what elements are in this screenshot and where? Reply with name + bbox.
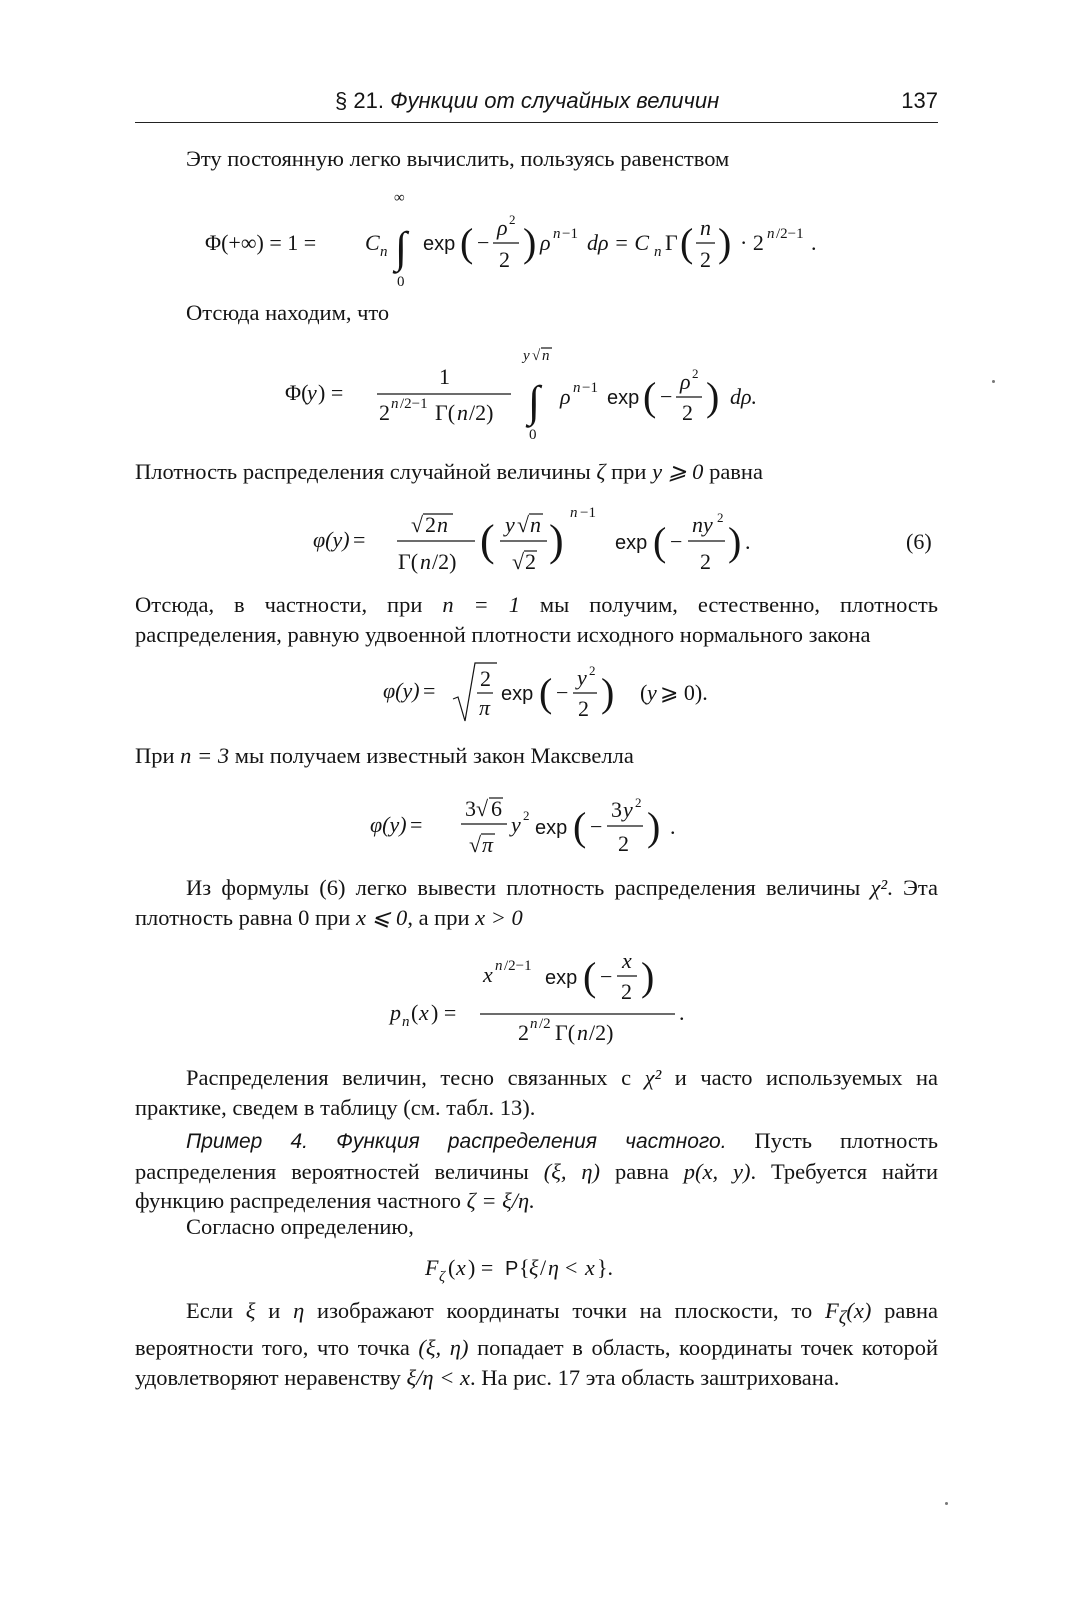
math-xi-eta: (ξ, η)	[543, 1158, 601, 1184]
svg-text:(: (	[680, 220, 694, 265]
p10-text-f: . На рис. 17 эта область заштрихована.	[470, 1364, 840, 1390]
svg-text:−: −	[660, 384, 673, 409]
svg-text:/: /	[540, 1255, 547, 1280]
svg-text:Γ: Γ	[665, 230, 678, 255]
svg-text:0: 0	[529, 427, 537, 443]
svg-text:n: n	[530, 512, 541, 537]
svg-text:exp: exp	[423, 233, 456, 255]
scan-speck	[945, 1502, 948, 1505]
svg-text:x: x	[483, 962, 493, 987]
svg-text:2: 2	[499, 247, 510, 272]
svg-text:}.: }.	[597, 1255, 614, 1280]
svg-text:η: η	[548, 1255, 559, 1280]
svg-text:ρ: ρ	[540, 230, 551, 255]
p3-text-b: при	[605, 459, 653, 484]
equation-label-6: (6)	[906, 529, 932, 554]
svg-text:ρ: ρ	[680, 369, 691, 394]
svg-text:2: 2	[509, 212, 516, 227]
formula-cdf-svg	[135, 340, 938, 450]
svg-text:Φ(: Φ(	[285, 380, 309, 405]
svg-text:=: =	[423, 678, 436, 703]
svg-text:n: n	[495, 958, 503, 974]
svg-text:2: 2	[692, 366, 699, 381]
math-zeta-def: ζ = ξ/η.	[466, 1188, 535, 1213]
p10-text-b: и	[255, 1298, 294, 1323]
svg-text:⩾ 0).: ⩾ 0).	[660, 680, 708, 705]
svg-text:): )	[647, 804, 661, 849]
svg-text:n: n	[437, 512, 448, 537]
svg-text:2: 2	[700, 549, 711, 574]
svg-text:<: <	[565, 1255, 578, 1280]
math-F-sub-zeta: ζ	[838, 1307, 847, 1329]
svg-text:Γ(: Γ(	[398, 549, 419, 574]
formula-cdf	[135, 340, 938, 450]
example-heading: Пример 4. Функция распределения частного.	[186, 1130, 727, 1153]
svg-text:∫: ∫	[395, 223, 408, 272]
svg-text:√: √	[517, 512, 530, 537]
svg-text:y: y	[647, 680, 657, 705]
p5-text-b: мы получаем известный закон Максвелла	[229, 743, 634, 768]
svg-text:.: .	[811, 230, 817, 255]
math-p-xy: p(x, y)	[683, 1158, 751, 1184]
svg-text:1: 1	[439, 364, 450, 389]
svg-text:x: x	[456, 1255, 466, 1280]
math-n-eq-1: n = 1	[442, 592, 520, 617]
svg-text:−: −	[600, 964, 613, 989]
svg-text:2: 2	[589, 663, 596, 678]
svg-text:(: (	[640, 680, 648, 705]
paragraph-8	[135, 1126, 938, 1216]
svg-text:√: √	[532, 348, 541, 364]
svg-text:n: n	[654, 244, 662, 260]
svg-text:Φ(+∞) = 1 =: Φ(+∞) = 1 =	[205, 230, 317, 255]
svg-text:2: 2	[518, 1020, 529, 1045]
svg-text:(: (	[460, 220, 474, 265]
svg-text:n: n	[767, 226, 775, 242]
svg-text:2: 2	[425, 512, 436, 537]
p3-text-c: равна	[703, 459, 763, 484]
math-x-le-0: x ⩽ 0	[355, 904, 408, 930]
math-F-zeta-x: $F_\zeta(x)$	[825, 1298, 872, 1329]
svg-text:n: n	[553, 226, 561, 242]
paragraph-9: Согласно определению,	[186, 1214, 414, 1239]
formula-density-6	[135, 495, 938, 585]
svg-text:2: 2	[682, 400, 693, 425]
svg-text:(: (	[643, 374, 657, 419]
svg-text:x: x	[585, 1255, 595, 1280]
paragraph-4	[135, 590, 938, 649]
svg-text:ξ: ξ	[529, 1255, 539, 1280]
formula-chi2-density	[135, 940, 938, 1050]
math-xi: ξ	[245, 1298, 256, 1323]
svg-text:y: y	[511, 812, 521, 837]
svg-text:(: (	[411, 1000, 419, 1025]
svg-text:): )	[549, 516, 564, 565]
svg-text:2: 2	[480, 666, 491, 691]
svg-text:∫: ∫	[528, 377, 541, 426]
svg-text:∞: ∞	[394, 190, 405, 206]
svg-text:): )	[601, 670, 615, 715]
svg-text:2: 2	[717, 510, 724, 525]
svg-text:−: −	[556, 680, 569, 705]
svg-text:√: √	[411, 512, 424, 537]
svg-text:−1: −1	[582, 380, 598, 396]
svg-text:y: y	[523, 348, 530, 364]
svg-text:{: {	[519, 1255, 530, 1280]
svg-text:φ(y): φ(y)	[313, 527, 350, 552]
p10-text-a: Если	[186, 1298, 246, 1323]
svg-text:exp: exp	[607, 387, 640, 409]
svg-text:): )	[728, 519, 742, 564]
svg-text:−1: −1	[580, 505, 596, 521]
svg-text:n: n	[391, 396, 399, 412]
svg-text:n: n	[420, 549, 431, 574]
svg-text:n: n	[530, 1016, 538, 1032]
svg-text:/2−1: /2−1	[400, 396, 428, 412]
svg-text:n: n	[457, 400, 468, 425]
formula-chi2-density-svg	[135, 940, 938, 1050]
svg-text:x: x	[622, 948, 632, 973]
formula-F-zeta-svg	[135, 1245, 938, 1290]
p10-text-e: попадает в область, координаты точек которой удовлетворяют неравенству	[135, 1335, 938, 1390]
svg-text:ny: ny	[692, 512, 713, 537]
svg-text:=: =	[410, 812, 423, 837]
formula-maxwell-svg	[135, 780, 938, 865]
svg-text:2: 2	[523, 808, 530, 823]
svg-text:n: n	[402, 1014, 410, 1030]
svg-text:exp: exp	[501, 683, 534, 705]
svg-text:y: y	[577, 665, 587, 690]
svg-text:(: (	[448, 1255, 456, 1280]
svg-text:6: 6	[491, 796, 502, 821]
svg-text:y: y	[307, 380, 317, 405]
svg-text:(: (	[583, 954, 597, 999]
p4-text-b: мы получим, естественно, плотность распределения, равную удвоенной плотности исходного нормального закона	[135, 592, 939, 647]
p8-text-a: Пусть плотность распределения вероятностей величины	[135, 1128, 938, 1184]
formula-half-normal	[135, 655, 938, 735]
svg-text:π: π	[479, 695, 491, 720]
svg-text:−1: −1	[562, 226, 578, 242]
svg-text:ρ: ρ	[497, 215, 508, 240]
math-x-gt-0: x > 0	[475, 904, 523, 930]
svg-text:(: (	[573, 804, 587, 849]
svg-text:): )	[706, 374, 720, 419]
svg-text:3√: 3√	[465, 796, 489, 821]
section-number: § 21.	[335, 88, 384, 113]
svg-text:C: C	[365, 230, 380, 255]
svg-text:n: n	[573, 380, 581, 396]
math-y-ge-0: y ⩾ 0	[652, 459, 704, 484]
math-chi2: χ²	[870, 875, 888, 900]
svg-text:(: (	[539, 670, 553, 715]
svg-text:y: y	[505, 512, 515, 537]
svg-text:/2): /2)	[469, 400, 494, 425]
p6-text-c: , а при	[407, 904, 476, 930]
svg-text:π: π	[482, 832, 494, 857]
paragraph-1: Эту постоянную легко вычислить, пользуясь равенством	[186, 146, 730, 171]
svg-text:−: −	[477, 230, 490, 255]
p4-text-a: Отсюда, в частности, при	[135, 592, 443, 617]
math-zeta: ζ	[596, 459, 606, 484]
svg-text:p: p	[390, 1000, 401, 1025]
svg-text:P: P	[505, 1258, 519, 1280]
p8-text-c: . Требуется найти функцию распределения частного	[135, 1158, 938, 1213]
svg-text:=: =	[353, 527, 366, 552]
p7-text-b: и часто используемых на практике, сведем в таблицу (см. табл. 13).	[135, 1065, 938, 1120]
p3-text-a: Плотность распределения случайной величины	[135, 459, 597, 484]
math-n-eq-3: n = 3	[180, 743, 230, 768]
svg-text:· 2: · 2	[740, 230, 764, 255]
svg-text:) =: ) =	[318, 380, 344, 405]
scan-speck	[992, 380, 995, 383]
p8-text-b: равна	[600, 1158, 684, 1184]
p10-text-c: изображают координаты точки на плоскости, то	[304, 1298, 825, 1323]
formula-density-6-svg	[135, 495, 938, 585]
svg-text:Γ(: Γ(	[435, 400, 456, 425]
svg-text:2: 2	[621, 979, 632, 1004]
svg-text:φ(y): φ(y)	[370, 812, 407, 837]
svg-text:): )	[641, 954, 655, 999]
svg-text:n: n	[570, 505, 578, 521]
svg-text:√: √	[512, 549, 525, 574]
math-eta: η	[293, 1298, 305, 1323]
svg-text:/2): /2)	[589, 1020, 614, 1045]
section-title: Функции от случайных величин	[390, 88, 720, 113]
svg-text:−: −	[670, 529, 683, 554]
svg-text:dρ = C: dρ = C	[587, 230, 650, 255]
svg-text:): )	[523, 220, 537, 265]
page-number: 137	[901, 88, 938, 113]
paragraph-2: Отсюда находим, что	[186, 300, 390, 325]
formula-normalization-svg	[135, 180, 938, 290]
svg-text:2: 2	[578, 696, 589, 721]
svg-text:F: F	[425, 1255, 439, 1280]
svg-text:ρ: ρ	[560, 384, 571, 409]
svg-text:n: n	[380, 244, 388, 260]
svg-text:.: .	[679, 1000, 685, 1025]
running-header	[135, 88, 938, 123]
paragraph-5	[135, 741, 938, 771]
svg-text:/2: /2	[539, 1016, 551, 1032]
svg-text:x: x	[419, 1000, 429, 1025]
paragraph-10	[135, 1296, 938, 1392]
p6-text-b: . Эта плотность равна 0 при	[135, 875, 938, 930]
p7-text-a: Распределения величин, тесно связанных с	[186, 1065, 645, 1090]
p10-text-d: равна вероятности того, что точка	[135, 1298, 939, 1360]
svg-text:n: n	[700, 215, 711, 240]
formula-half-normal-svg	[135, 655, 938, 735]
svg-text:2: 2	[635, 795, 642, 810]
svg-text:/2−1: /2−1	[776, 226, 804, 242]
svg-text:dρ.: dρ.	[730, 384, 758, 409]
svg-text:n: n	[542, 348, 550, 364]
svg-text:exp: exp	[615, 532, 648, 554]
svg-text:0: 0	[397, 274, 405, 290]
svg-text:) =: ) =	[468, 1255, 494, 1280]
svg-text:n: n	[577, 1020, 588, 1045]
p5-text-a: При	[135, 743, 181, 768]
formula-normalization	[135, 180, 938, 290]
paragraph-7	[135, 1063, 938, 1122]
p6-text-a: Из формулы (6) легко вывести плотность распределения величины	[186, 875, 871, 900]
math-xi-eta-2: (ξ, η)	[418, 1335, 469, 1360]
svg-text:): )	[718, 220, 732, 265]
svg-text:Γ(: Γ(	[555, 1020, 576, 1045]
svg-text:/2): /2)	[432, 549, 457, 574]
math-F: F	[825, 1298, 839, 1323]
svg-text:−: −	[590, 814, 603, 839]
svg-text:.: .	[745, 529, 751, 554]
paragraph-6	[135, 873, 938, 932]
formula-maxwell	[135, 780, 938, 865]
svg-text:3: 3	[611, 797, 622, 822]
math-chi2-2: χ²	[644, 1065, 662, 1090]
paragraph-3	[135, 457, 938, 487]
svg-text:ζ: ζ	[439, 1269, 446, 1285]
svg-text:exp: exp	[535, 817, 568, 839]
svg-text:2: 2	[525, 549, 536, 574]
svg-text:exp: exp	[545, 967, 578, 989]
svg-text:(: (	[480, 516, 495, 565]
svg-text:(: (	[653, 519, 667, 564]
svg-text:y: y	[623, 797, 633, 822]
svg-text:) =: ) =	[431, 1000, 457, 1025]
svg-text:2: 2	[379, 400, 390, 425]
svg-text:2: 2	[618, 831, 629, 856]
svg-text:φ(y): φ(y)	[383, 678, 420, 703]
svg-text:√: √	[469, 832, 482, 857]
running-title	[335, 88, 719, 114]
formula-F-zeta	[135, 1245, 938, 1290]
svg-text:2: 2	[700, 247, 711, 272]
svg-text:.: .	[670, 814, 676, 839]
math-xi-over-eta-lt-x: ξ/η < x	[406, 1364, 470, 1390]
svg-text:/2−1: /2−1	[504, 958, 532, 974]
